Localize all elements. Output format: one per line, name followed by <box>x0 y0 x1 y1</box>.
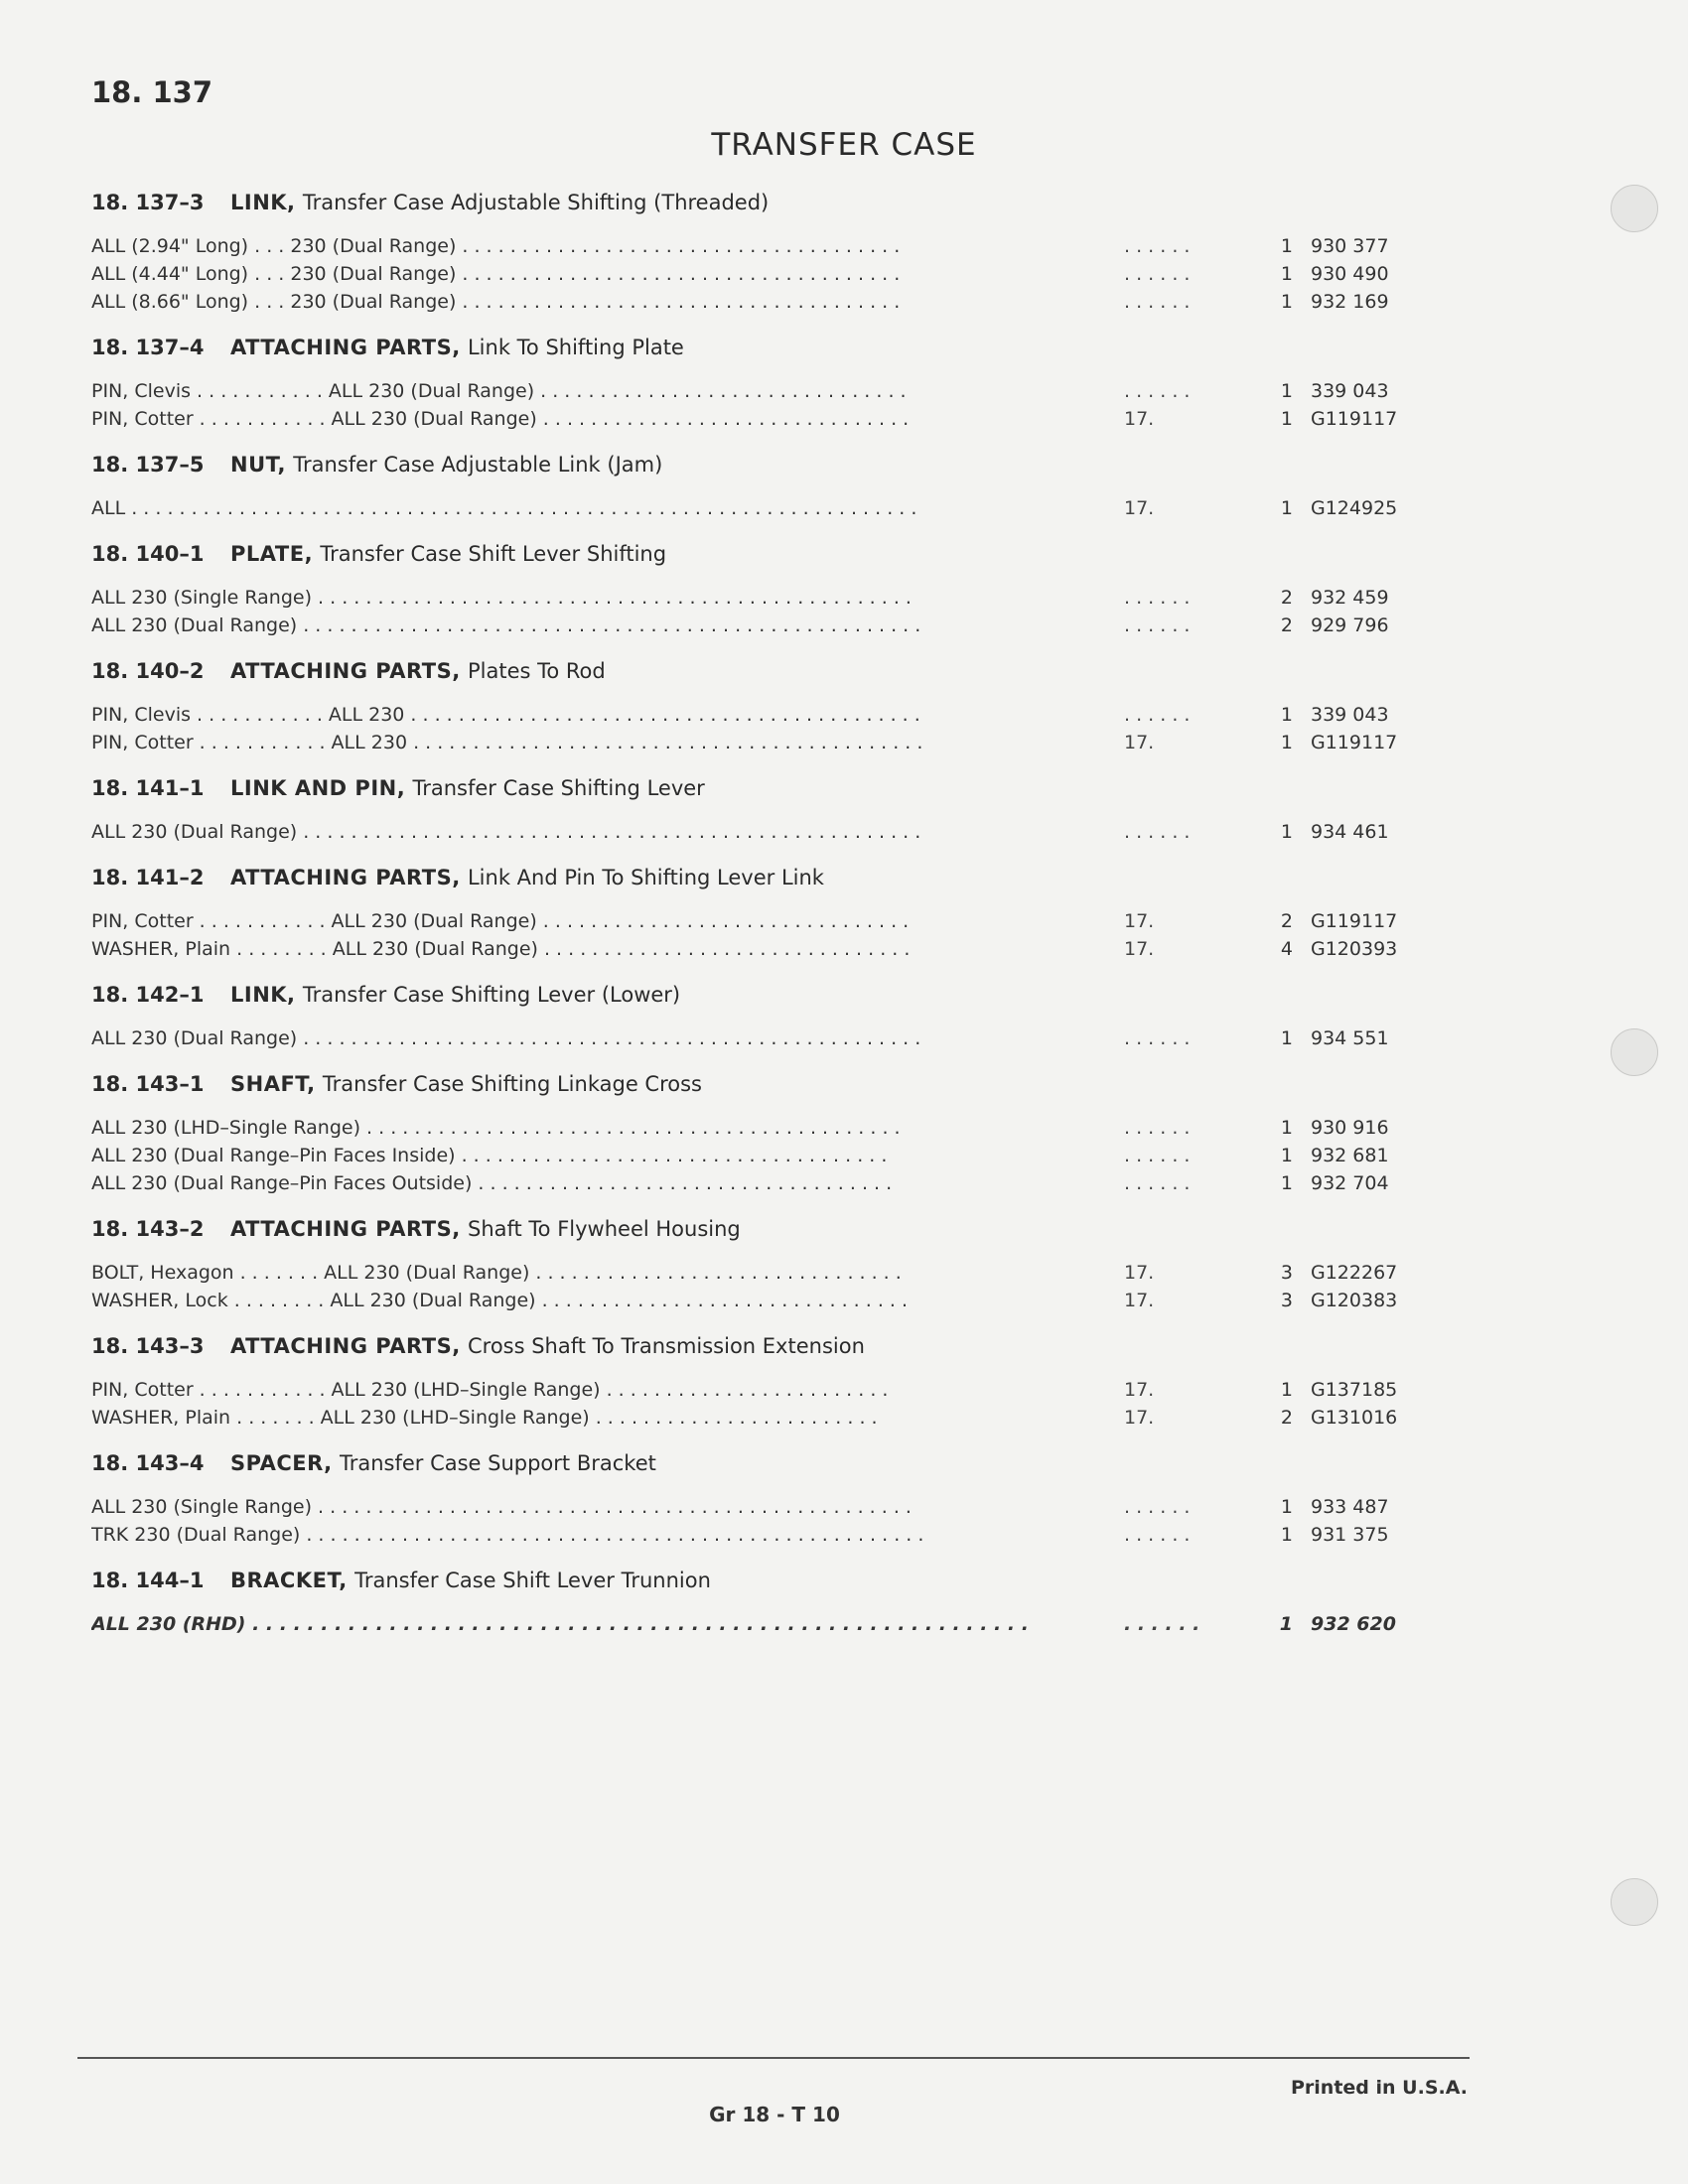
part-description: ALL 230 (RHD) . . . . . . . . . . . . . . . . . . . . . . . . . . . . . . . . . . . . . . . . . . . . . . . . . . . . . . . . . <box>91 1613 1029 1635</box>
section-heading <box>91 1066 1412 1102</box>
part-number: 932 704 <box>1311 1172 1389 1194</box>
parts-section <box>91 330 1412 443</box>
part-row <box>91 1521 1412 1549</box>
part-row <box>91 935 1412 963</box>
group-ref: . . . . . . <box>1124 263 1191 285</box>
section-description: Transfer Case Shifting Lever <box>412 776 705 800</box>
part-row <box>91 1142 1412 1169</box>
section-description: Link To Shifting Plate <box>467 336 684 359</box>
parts-section <box>91 1445 1412 1559</box>
part-description: PIN, Clevis . . . . . . . . . . . ALL 230 . . . . . . . . . . . . . . . . . . . . . . . . . . . . . . . . . . . . . . . . . . . <box>91 704 920 726</box>
page-number: 18. 137 <box>91 75 213 109</box>
quantity: 1 <box>1280 1496 1293 1518</box>
part-description: WASHER, Lock . . . . . . . . ALL 230 (Dual Range) . . . . . . . . . . . . . . . . . . . . . . . . . . . . . . . <box>91 1290 909 1311</box>
group-ref: 17. <box>1124 1407 1155 1429</box>
part-number: 932 681 <box>1311 1145 1389 1166</box>
section-heading <box>91 653 1412 689</box>
part-number: 930 377 <box>1311 235 1389 257</box>
section-part-name: PLATE, <box>230 542 314 566</box>
group-ref: . . . . . . <box>1124 587 1191 609</box>
quantity: 1 <box>1280 263 1293 285</box>
section-description: Transfer Case Shift Lever Shifting <box>320 542 667 566</box>
part-number: 339 043 <box>1311 380 1389 402</box>
part-row <box>91 1169 1412 1197</box>
group-ref: . . . . . . <box>1124 380 1191 402</box>
part-description: ALL (4.44" Long) . . . 230 (Dual Range) . . . . . . . . . . . . . . . . . . . . . . . . . . . . . . . . . . . . . <box>91 263 901 285</box>
part-number: 932 169 <box>1311 291 1389 313</box>
group-ref: . . . . . . <box>1124 291 1191 313</box>
part-row <box>91 377 1412 405</box>
part-number: 934 551 <box>1311 1027 1389 1049</box>
quantity: 2 <box>1280 614 1293 636</box>
quantity: 1 <box>1280 1524 1293 1546</box>
part-row <box>91 494 1412 522</box>
part-row <box>91 1610 1412 1638</box>
quantity: 1 <box>1280 1379 1293 1401</box>
section-part-name: ATTACHING PARTS, <box>230 1334 461 1358</box>
part-number: G131016 <box>1311 1407 1398 1429</box>
part-number: 932 620 <box>1311 1613 1396 1635</box>
quantity: 2 <box>1280 1407 1293 1429</box>
part-number: G122267 <box>1311 1262 1398 1284</box>
group-ref: 17. <box>1124 408 1155 430</box>
group-ref: 17. <box>1124 910 1155 932</box>
section-description: Shaft To Flywheel Housing <box>467 1217 741 1241</box>
section-code: 18. 140–1 <box>91 542 205 566</box>
quantity: 1 <box>1280 380 1293 402</box>
part-description: ALL 230 (Dual Range–Pin Faces Inside) . . . . . . . . . . . . . . . . . . . . . . . . . . . . . . . . . . . . <box>91 1145 888 1166</box>
parts-section <box>91 1211 1412 1324</box>
quantity: 4 <box>1280 938 1293 960</box>
section-code: 18. 143–2 <box>91 1217 205 1241</box>
section-code: 18. 140–2 <box>91 659 205 683</box>
binder-hole-bottom <box>1611 1878 1658 1926</box>
part-row <box>91 1114 1412 1142</box>
part-description: PIN, Cotter . . . . . . . . . . . ALL 230 . . . . . . . . . . . . . . . . . . . . . . . . . . . . . . . . . . . . . . . . . . . <box>91 732 923 753</box>
group-ref: . . . . . . <box>1124 1027 1191 1049</box>
group-ref: . . . . . . <box>1124 704 1191 726</box>
quantity: 3 <box>1280 1262 1293 1284</box>
section-code: 18. 143–3 <box>91 1334 205 1358</box>
group-ref: . . . . . . <box>1124 821 1191 843</box>
section-description: Link And Pin To Shifting Lever Link <box>467 866 824 889</box>
section-part-name: BRACKET, <box>230 1569 348 1592</box>
section-heading <box>91 536 1412 572</box>
group-ref: 17. <box>1124 1290 1155 1311</box>
section-description: Transfer Case Shifting Lever (Lower) <box>302 983 681 1007</box>
part-row <box>91 288 1412 316</box>
group-ref: 17. <box>1124 938 1155 960</box>
part-number: 930 490 <box>1311 263 1389 285</box>
section-part-name: LINK, <box>230 191 296 214</box>
section-code: 18. 144–1 <box>91 1569 205 1592</box>
section-part-name: ATTACHING PARTS, <box>230 336 461 359</box>
section-heading <box>91 447 1412 482</box>
parts-section <box>91 185 1412 326</box>
binder-hole-middle <box>1611 1028 1658 1076</box>
parts-section <box>91 977 1412 1062</box>
part-description: ALL 230 (Dual Range–Pin Faces Outside) . . . . . . . . . . . . . . . . . . . . . . . . . . . . . . . . . . . <box>91 1172 893 1194</box>
group-ref: . . . . . . <box>1124 1496 1191 1518</box>
section-code: 18. 143–4 <box>91 1451 205 1475</box>
parts-section <box>91 770 1412 856</box>
part-row <box>91 1024 1412 1052</box>
group-ref: 17. <box>1124 497 1155 519</box>
part-row <box>91 818 1412 846</box>
group-ref: . . . . . . <box>1124 1145 1191 1166</box>
section-heading <box>91 1211 1412 1247</box>
binder-hole-top <box>1611 185 1658 232</box>
section-description: Transfer Case Support Bracket <box>339 1451 656 1475</box>
part-number: G137185 <box>1311 1379 1398 1401</box>
part-row <box>91 260 1412 288</box>
part-row <box>91 907 1412 935</box>
group-ref: 17. <box>1124 1379 1155 1401</box>
quantity: 2 <box>1280 910 1293 932</box>
section-heading <box>91 770 1412 806</box>
group-ref: . . . . . . <box>1124 1117 1191 1139</box>
parts-section <box>91 536 1412 649</box>
quantity: 1 <box>1280 821 1293 843</box>
part-row <box>91 1376 1412 1404</box>
section-code: 18. 137–3 <box>91 191 205 214</box>
part-row <box>91 729 1412 756</box>
parts-list <box>91 185 1412 1652</box>
part-description: ALL 230 (Dual Range) . . . . . . . . . . . . . . . . . . . . . . . . . . . . . . . . . . . . . . . . . . . . . . . . . . . . <box>91 1027 921 1049</box>
quantity: 1 <box>1280 704 1293 726</box>
page-title: TRANSFER CASE <box>711 127 977 163</box>
part-number: G119117 <box>1311 732 1398 753</box>
section-part-name: NUT, <box>230 453 286 477</box>
section-heading <box>91 977 1412 1013</box>
group-ref: . . . . . . <box>1124 1172 1191 1194</box>
section-part-name: LINK AND PIN, <box>230 776 406 800</box>
group-ref: . . . . . . <box>1124 1524 1191 1546</box>
part-row <box>91 1287 1412 1314</box>
part-number: G120393 <box>1311 938 1398 960</box>
quantity: 1 <box>1280 1117 1293 1139</box>
section-description: Cross Shaft To Transmission Extension <box>467 1334 865 1358</box>
part-number: G120383 <box>1311 1290 1398 1311</box>
section-description: Plates To Rod <box>467 659 606 683</box>
quantity: 1 <box>1280 1172 1293 1194</box>
part-description: ALL 230 (LHD–Single Range) . . . . . . . . . . . . . . . . . . . . . . . . . . . . . . . . . . . . . . . . . . . . . <box>91 1117 901 1139</box>
part-row <box>91 1493 1412 1521</box>
group-ref: . . . . . . <box>1124 614 1191 636</box>
section-part-name: ATTACHING PARTS, <box>230 659 461 683</box>
section-code: 18. 142–1 <box>91 983 205 1007</box>
section-part-name: ATTACHING PARTS, <box>230 866 461 889</box>
group-page-label: Gr 18 - T 10 <box>709 2103 840 2126</box>
part-description: WASHER, Plain . . . . . . . ALL 230 (LHD–Single Range) . . . . . . . . . . . . . . . . . . . . . . . . <box>91 1407 878 1429</box>
quantity: 3 <box>1280 1290 1293 1311</box>
part-number: 933 487 <box>1311 1496 1389 1518</box>
group-ref: . . . . . . <box>1124 1613 1200 1635</box>
part-number: 932 459 <box>1311 587 1389 609</box>
section-part-name: SHAFT, <box>230 1072 316 1096</box>
part-number: 930 916 <box>1311 1117 1389 1139</box>
part-description: ALL 230 (Single Range) . . . . . . . . . . . . . . . . . . . . . . . . . . . . . . . . . . . . . . . . . . . . . . . . . . <box>91 587 912 609</box>
quantity: 1 <box>1279 1613 1293 1635</box>
part-row <box>91 232 1412 260</box>
part-row <box>91 1259 1412 1287</box>
parts-section <box>91 447 1412 532</box>
part-row <box>91 612 1412 639</box>
section-part-name: SPACER, <box>230 1451 333 1475</box>
part-number: G119117 <box>1311 408 1398 430</box>
part-number: 929 796 <box>1311 614 1389 636</box>
group-ref: 17. <box>1124 732 1155 753</box>
part-description: ALL (8.66" Long) . . . 230 (Dual Range) . . . . . . . . . . . . . . . . . . . . . . . . . . . . . . . . . . . . . <box>91 291 901 313</box>
section-description: Transfer Case Adjustable Link (Jam) <box>293 453 663 477</box>
part-description: PIN, Cotter . . . . . . . . . . . ALL 230 (Dual Range) . . . . . . . . . . . . . . . . . . . . . . . . . . . . . . . <box>91 910 910 932</box>
quantity: 1 <box>1280 235 1293 257</box>
part-description: ALL 230 (Dual Range) . . . . . . . . . . . . . . . . . . . . . . . . . . . . . . . . . . . . . . . . . . . . . . . . . . . . <box>91 614 921 636</box>
part-description: PIN, Cotter . . . . . . . . . . . ALL 230 (LHD–Single Range) . . . . . . . . . . . . . . . . . . . . . . . . <box>91 1379 889 1401</box>
parts-section <box>91 1563 1412 1648</box>
section-code: 18. 137–4 <box>91 336 205 359</box>
part-description: ALL 230 (Single Range) . . . . . . . . . . . . . . . . . . . . . . . . . . . . . . . . . . . . . . . . . . . . . . . . . . <box>91 1496 912 1518</box>
part-number: 931 375 <box>1311 1524 1389 1546</box>
part-description: WASHER, Plain . . . . . . . . ALL 230 (Dual Range) . . . . . . . . . . . . . . . . . . . . . . . . . . . . . . . <box>91 938 911 960</box>
quantity: 1 <box>1280 1027 1293 1049</box>
section-heading <box>91 330 1412 365</box>
part-description: ALL . . . . . . . . . . . . . . . . . . . . . . . . . . . . . . . . . . . . . . . . . . . . . . . . . . . . . . . . . . . . . . . . . . <box>91 497 917 519</box>
part-description: BOLT, Hexagon . . . . . . . ALL 230 (Dual Range) . . . . . . . . . . . . . . . . . . . . . . . . . . . . . . . <box>91 1262 902 1284</box>
footer-divider <box>77 2057 1470 2059</box>
section-heading <box>91 860 1412 895</box>
section-heading <box>91 185 1412 220</box>
part-number: G124925 <box>1311 497 1398 519</box>
part-number: G119117 <box>1311 910 1398 932</box>
parts-section <box>91 1066 1412 1207</box>
section-part-name: ATTACHING PARTS, <box>230 1217 461 1241</box>
section-part-name: LINK, <box>230 983 296 1007</box>
quantity: 1 <box>1280 497 1293 519</box>
section-code: 18. 137–5 <box>91 453 205 477</box>
section-description: Transfer Case Shift Lever Trunnion <box>354 1569 711 1592</box>
part-number: 934 461 <box>1311 821 1389 843</box>
section-heading <box>91 1563 1412 1598</box>
section-code: 18. 141–1 <box>91 776 205 800</box>
part-row <box>91 584 1412 612</box>
part-row <box>91 405 1412 433</box>
section-code: 18. 141–2 <box>91 866 205 889</box>
section-description: Transfer Case Adjustable Shifting (Threaded) <box>302 191 770 214</box>
quantity: 1 <box>1280 291 1293 313</box>
section-description: Transfer Case Shifting Linkage Cross <box>322 1072 702 1096</box>
part-row <box>91 1404 1412 1432</box>
parts-section <box>91 860 1412 973</box>
parts-section <box>91 653 1412 766</box>
part-description: ALL 230 (Dual Range) . . . . . . . . . . . . . . . . . . . . . . . . . . . . . . . . . . . . . . . . . . . . . . . . . . . . <box>91 821 921 843</box>
part-description: PIN, Clevis . . . . . . . . . . . ALL 230 (Dual Range) . . . . . . . . . . . . . . . . . . . . . . . . . . . . . . . <box>91 380 907 402</box>
group-ref: 17. <box>1124 1262 1155 1284</box>
section-heading <box>91 1445 1412 1481</box>
group-ref: . . . . . . <box>1124 235 1191 257</box>
part-description: PIN, Cotter . . . . . . . . . . . ALL 230 (Dual Range) . . . . . . . . . . . . . . . . . . . . . . . . . . . . . . . <box>91 408 910 430</box>
section-code: 18. 143–1 <box>91 1072 205 1096</box>
quantity: 2 <box>1280 587 1293 609</box>
quantity: 1 <box>1280 1145 1293 1166</box>
quantity: 1 <box>1280 732 1293 753</box>
part-description: ALL (2.94" Long) . . . 230 (Dual Range) . . . . . . . . . . . . . . . . . . . . . . . . . . . . . . . . . . . . . <box>91 235 901 257</box>
part-row <box>91 701 1412 729</box>
section-heading <box>91 1328 1412 1364</box>
quantity: 1 <box>1280 408 1293 430</box>
part-description: TRK 230 (Dual Range) . . . . . . . . . . . . . . . . . . . . . . . . . . . . . . . . . . . . . . . . . . . . . . . . . . . . <box>91 1524 924 1546</box>
part-number: 339 043 <box>1311 704 1389 726</box>
printed-in-label: Printed in U.S.A. <box>1291 2077 1468 2099</box>
parts-section <box>91 1328 1412 1441</box>
